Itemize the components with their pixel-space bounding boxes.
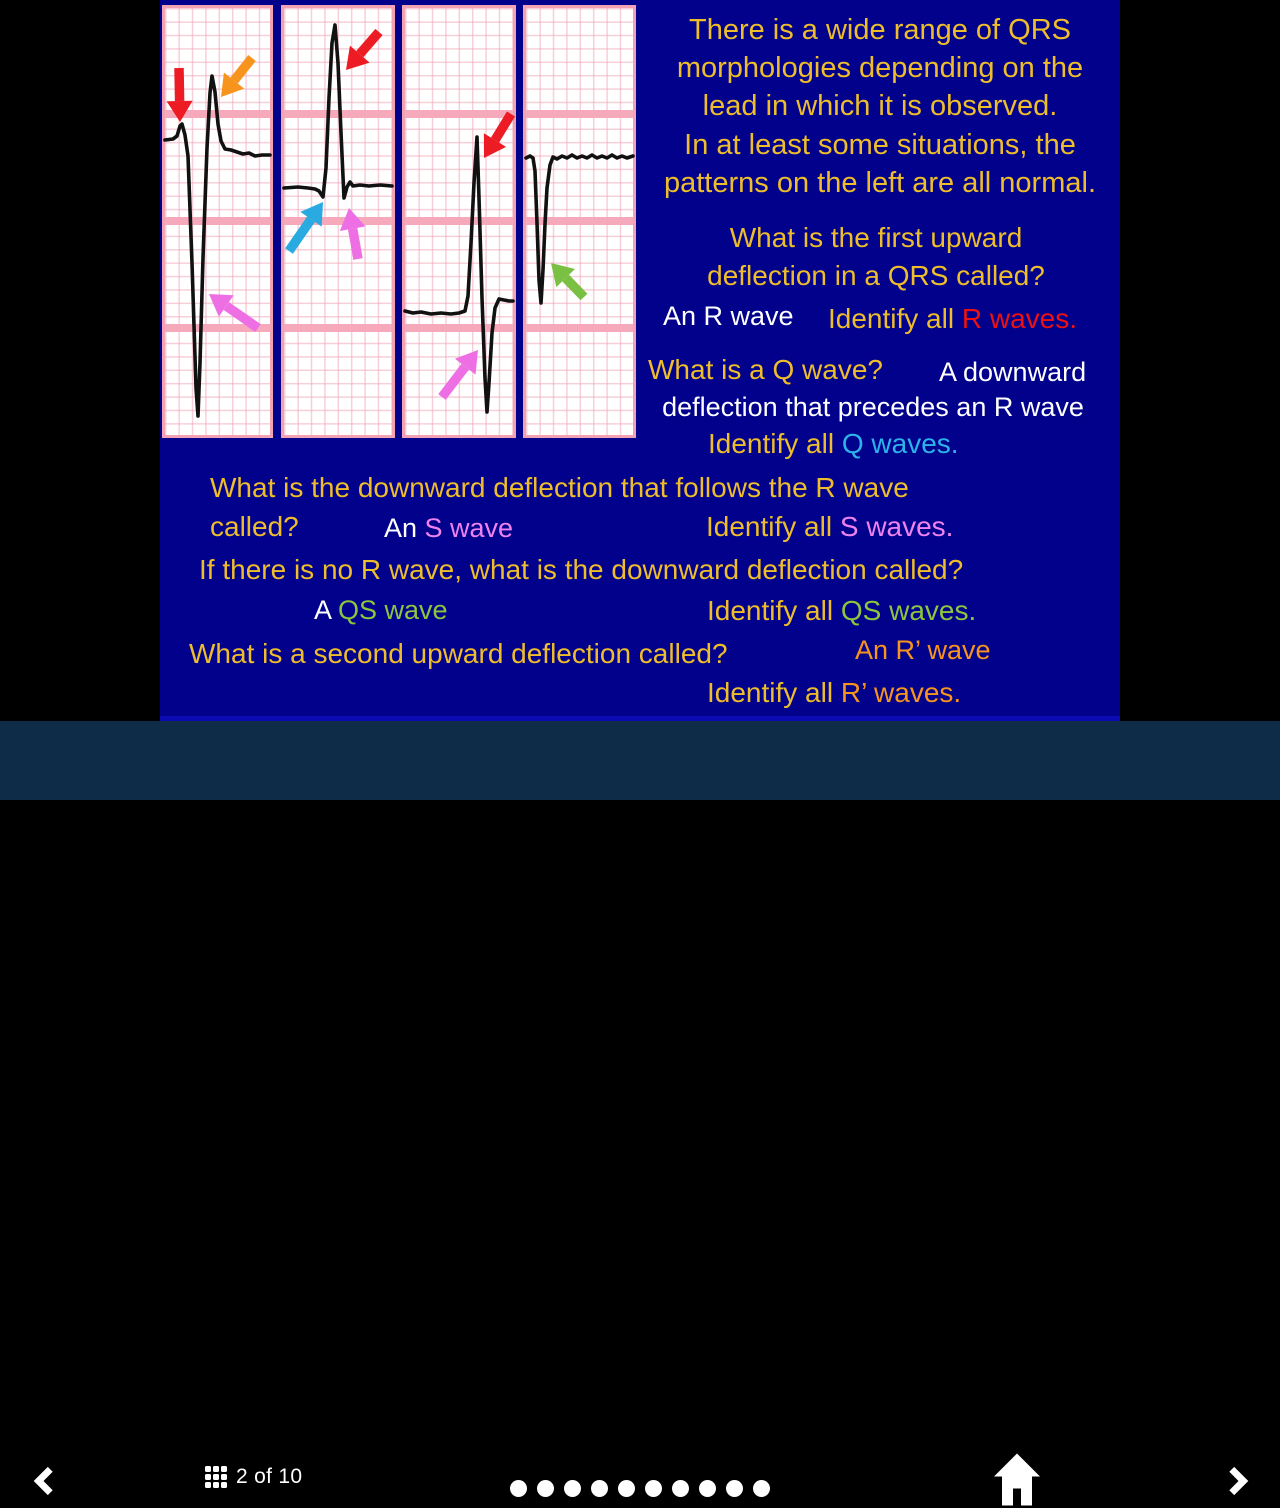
text-segment: In at least some situations, the <box>684 129 1076 161</box>
text-segment: An R wave <box>663 301 794 331</box>
text-segment: A downward <box>939 357 1087 387</box>
text-segment: Identify all <box>707 677 841 708</box>
intro-line-4 <box>684 129 1076 161</box>
text-segment: morphologies depending on the <box>676 52 1084 84</box>
intro-line-5 <box>664 167 1096 199</box>
slide-dot[interactable] <box>672 1480 689 1497</box>
text-segment: patterns on the left are all normal. <box>663 167 1097 199</box>
q3-line-2 <box>210 511 299 542</box>
answer-r-prime-wave <box>855 635 991 665</box>
text-segment: An R’ wave <box>855 635 991 665</box>
text-segment: An <box>384 513 425 543</box>
identify-s-waves <box>706 511 953 542</box>
home-button[interactable] <box>988 1450 1046 1508</box>
text-segment: Q waves. <box>841 428 959 459</box>
home-icon <box>992 1451 1042 1507</box>
q1-line-2 <box>707 260 1045 291</box>
slide-dot[interactable] <box>564 1480 581 1497</box>
identify-r-waves <box>828 303 1077 334</box>
text-segment: QS wave <box>338 595 448 625</box>
q1-line-1 <box>730 222 1023 253</box>
chevron-left-icon <box>29 1464 63 1498</box>
intro-line-2 <box>677 52 1083 84</box>
slide-dot[interactable] <box>645 1480 662 1497</box>
text-segment: S wave <box>424 513 514 543</box>
identify-r-prime-waves <box>707 677 961 708</box>
q3-line-1 <box>210 472 909 503</box>
intro-line-1 <box>689 14 1071 46</box>
answer-qs-wave <box>314 595 448 625</box>
intro-line-3 <box>703 90 1058 122</box>
text-segment: What is the first upward <box>729 222 1023 253</box>
text-segment: QS waves. <box>840 595 977 626</box>
q2-question <box>648 354 883 385</box>
answer-s-wave <box>384 513 513 543</box>
slide-canvas[interactable] <box>160 0 1120 721</box>
text-segment: If there is no R wave, what is the downward deflection called? <box>199 554 964 585</box>
next-button[interactable] <box>1212 1457 1260 1505</box>
prev-button[interactable] <box>22 1457 70 1505</box>
answer-r-wave <box>663 301 794 331</box>
slide-dot[interactable] <box>591 1480 608 1497</box>
identify-q-waves <box>708 428 959 459</box>
text-segment: A <box>314 595 339 625</box>
q5-question <box>189 638 728 669</box>
grid-icon <box>205 1466 227 1488</box>
text-segment: Identify all <box>706 511 840 542</box>
slide-dot[interactable] <box>753 1480 770 1497</box>
text-segment: What is the downward deflection that follows the R wave <box>210 472 909 503</box>
slide-dot[interactable] <box>618 1480 635 1497</box>
text-segment: R’ waves. <box>840 677 962 708</box>
text-segment: R waves. <box>961 303 1078 334</box>
chevron-right-icon <box>1219 1464 1253 1498</box>
text-segment: called? <box>210 511 299 542</box>
text-segment: Identify all <box>708 428 842 459</box>
text-segment: Identify all <box>707 595 841 626</box>
text-segment: deflection in a QRS called? <box>707 260 1045 291</box>
text-segment: What is a second upward deflection called? <box>189 638 728 669</box>
slide-dots[interactable] <box>510 1480 770 1497</box>
slide-dot[interactable] <box>726 1480 743 1497</box>
slide-dot[interactable] <box>699 1480 716 1497</box>
text-segment: Identify all <box>828 303 962 334</box>
slide-dot[interactable] <box>537 1480 554 1497</box>
bottom-navigation-bar <box>0 721 1280 1488</box>
text-segment: deflection that precedes an R wave <box>662 392 1084 422</box>
q4-question <box>199 554 963 585</box>
page-indicator: 2 of 10 <box>236 1465 303 1488</box>
slide-browser-button[interactable] <box>205 1465 302 1489</box>
answer-q-wave-2 <box>662 392 1084 422</box>
text-segment: What is a Q wave? <box>648 354 883 385</box>
text-segment: lead in which it is observed. <box>702 90 1058 122</box>
slide-dot[interactable] <box>510 1480 527 1497</box>
identify-qs-waves <box>707 595 976 626</box>
slide-text-layer <box>160 0 1120 721</box>
answer-q-wave-1 <box>939 357 1086 387</box>
text-segment: There is a wide range of QRS <box>688 14 1072 46</box>
text-segment: S waves. <box>839 511 954 542</box>
